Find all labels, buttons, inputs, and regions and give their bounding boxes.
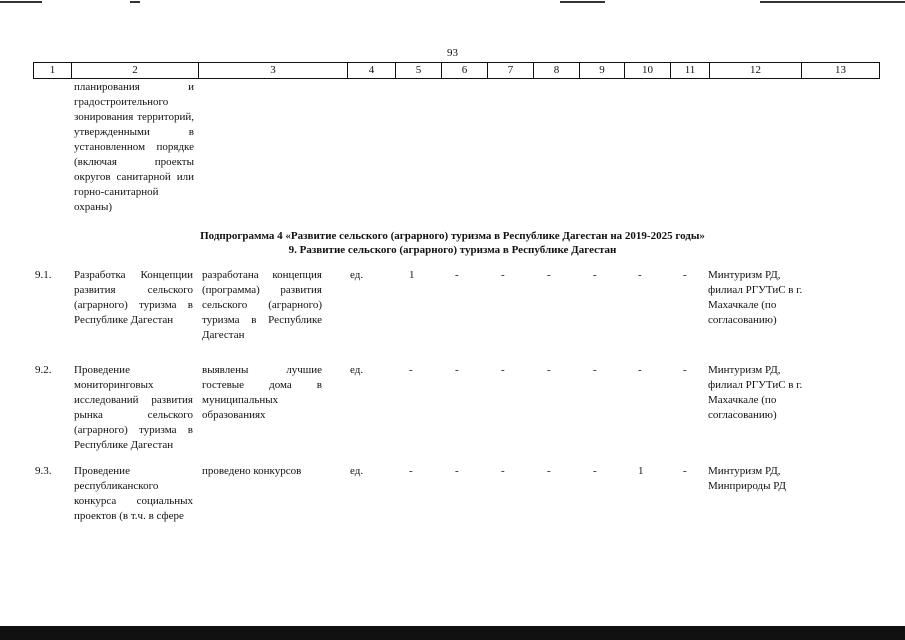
- row-event: Проведение республиканского конкурса социальных проектов (в т.ч. в сфере: [74, 465, 193, 522]
- row-value: -: [683, 269, 687, 281]
- column-header: 7: [488, 63, 534, 79]
- row-number: 9.3.: [35, 465, 52, 477]
- scan-bottom-edge: [0, 626, 905, 640]
- row-responsible: Минтуризм РД, Минприроды РД: [708, 465, 787, 492]
- row-value: 1: [638, 465, 644, 477]
- row-result: проведено конкурсов: [202, 465, 302, 477]
- row-value: -: [409, 465, 413, 477]
- continued-event-text: планирования и градостроительного зонирования территорий, утвержденными в установленном порядке (включая проекты округов санитарной или горно-санитарной охраны): [74, 81, 194, 213]
- row-event: Проведение мониторинговых исследований развития рынка сельского (аграрного) туризма в Республике Дагестан: [74, 364, 193, 451]
- row-value: -: [683, 465, 687, 477]
- column-header: 6: [442, 63, 488, 79]
- column-header-row: [33, 62, 880, 79]
- column-header: 8: [534, 63, 580, 79]
- column-header: 4: [348, 63, 396, 79]
- row-value: -: [501, 269, 505, 281]
- row-result: разработана концепция (программа) развития сельского (аграрного) туризма в Республике Дагестан: [202, 269, 322, 341]
- scan-top-edge: [0, 0, 905, 4]
- row-unit: ед.: [350, 465, 364, 477]
- row-responsible: Минтуризм РД, филиал РГУТиС в г. Махачкале (по согласованию): [708, 269, 803, 326]
- column-header: 13: [802, 63, 880, 79]
- row-unit: ед.: [350, 364, 364, 376]
- row-value: -: [593, 465, 597, 477]
- page-number: 93: [447, 47, 458, 59]
- row-value: -: [455, 269, 459, 281]
- row-value: -: [455, 364, 459, 376]
- column-header: 2: [72, 63, 199, 79]
- column-header: 11: [671, 63, 710, 79]
- row-number: 9.2.: [35, 364, 52, 376]
- row-value: -: [501, 364, 505, 376]
- subprogram-title: Подпрограмма 4 «Развитие сельского (аграрного) туризма в Республике Дагестан на 2019-2025 годы»: [200, 230, 705, 242]
- column-header: 10: [625, 63, 671, 79]
- row-value: -: [547, 269, 551, 281]
- row-value: -: [593, 269, 597, 281]
- row-result: выявлены лучшие гостевые дома в муниципальных образованиях: [202, 364, 322, 421]
- column-header: 9: [580, 63, 625, 79]
- row-value: -: [683, 364, 687, 376]
- row-number: 9.1.: [35, 269, 52, 281]
- row-value: -: [455, 465, 459, 477]
- column-header: 5: [396, 63, 442, 79]
- row-value: -: [593, 364, 597, 376]
- row-value: -: [409, 364, 413, 376]
- row-value: -: [547, 364, 551, 376]
- row-value: -: [501, 465, 505, 477]
- row-value: 1: [409, 269, 415, 281]
- row-value: -: [638, 269, 642, 281]
- row-unit: ед.: [350, 269, 364, 281]
- column-header: 12: [710, 63, 802, 79]
- section-title: 9. Развитие сельского (аграрного) туризма в Республике Дагестан: [288, 244, 617, 256]
- column-header: 3: [199, 63, 348, 79]
- row-event: Разработка Концепции развития сельского (аграрного) туризма в Республике Дагестан: [74, 269, 193, 326]
- row-responsible: Минтуризм РД, филиал РГУТиС в г. Махачкале (по согласованию): [708, 364, 803, 421]
- row-value: -: [638, 364, 642, 376]
- column-header: 1: [34, 63, 72, 79]
- row-value: -: [547, 465, 551, 477]
